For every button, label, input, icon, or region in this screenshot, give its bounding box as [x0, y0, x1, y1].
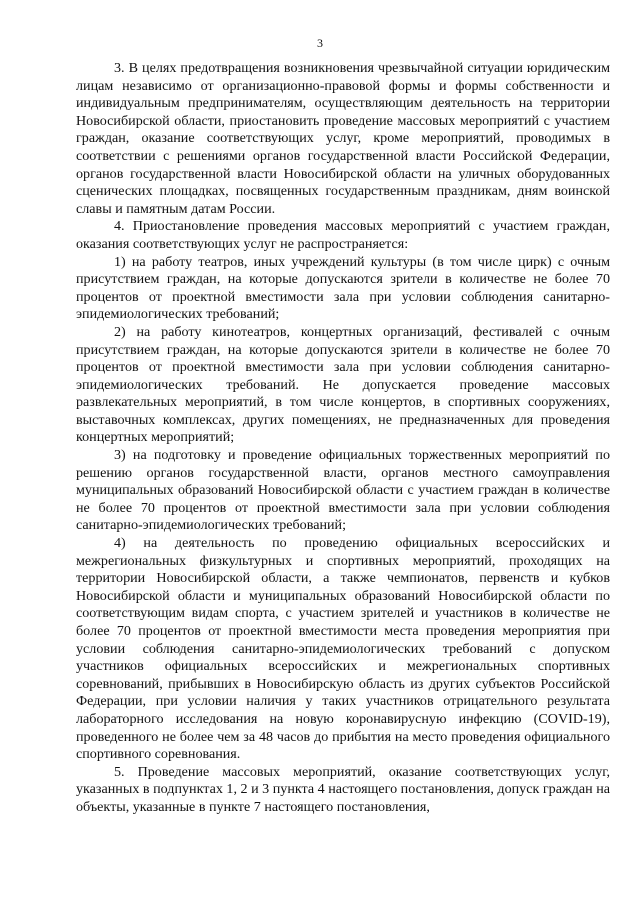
subparagraph-4-1: 1) на работу театров, иных учреждений культуры (в том числе цирк) с очным присутствием граждан, на которые допускаются зрители в количестве не более 70 процентов от проектной вместимости зала при условии соблюдения санитарно-эпидемиологических требований;: [76, 253, 610, 323]
subparagraph-4-3: 3) на подготовку и проведение официальных торжественных мероприятий по решению органов государственной власти, органов местного самоуправления муниципальных образований Новосибирской области с участием граждан в количестве не более 70 процентов от проектной вместимости зала при условии соблюдения санитарно-эпидемиологических требований;: [76, 447, 610, 534]
document-body: [76, 60, 610, 817]
paragraph-3: 3. В целях предотвращения возникновения чрезвычайной ситуации юридическим лицам независимо от организационно-правовой формы и формы собственности и индивидуальным предпринимателям, осуществляющим деятельность на территории Новосибирской области, приостановить проведение массовых мероприятий с участием граждан, оказание соответствующих услуг, кроме мероприятий, проводимых в соответствии с решениями органов государственной власти Российской Федерации, органов государственной власти Новосибирской области на уличных оборудованных сценических площадках, посвященных государственным праздникам, дням воинской славы и памятным датам России.: [76, 60, 610, 217]
subparagraph-4-4: 4) на деятельность по проведению официальных всероссийских и межрегиональных физкультурных и спортивных мероприятий, проходящих на территории Новосибирской области, а также чемпионатов, первенств и кубков Новосибирской области и муниципальных образований Новосибирской области по соответствующим видам спорта, с участием зрителей и участников в количестве не более 70 процентов от проектной вместимости места проведения мероприятия при условии соблюдения санитарно-эпидемиологических требований с допуском участников официальных всероссийских и межрегиональных спортивных соревнований, прибывших в Новосибирскую область из других субъектов Российской Федерации, при условии наличия у таких участников отрицательного результата лабораторного исследования на новую коронавирусную инфекцию (COVID-19), проведенного не более чем за 48 часов до прибытия на место проведения официального спортивного соревнования.: [76, 535, 610, 763]
page-number: 3: [317, 36, 323, 50]
paragraph-5: 5. Проведение массовых мероприятий, оказание соответствующих услуг, указанных в подпунктах 1, 2 и 3 пункта 4 настоящего постановления, допуск граждан на объекты, указанные в пункте 7 настоящего постановления,: [76, 763, 610, 815]
subparagraph-4-2: 2) на работу кинотеатров, концертных организаций, фестивалей с очным присутствием граждан, на которые допускаются зрители в количестве не более 70 процентов от проектной вместимости зала при условии соблюдения санитарно-эпидемиологических требований. Не допускается проведение массовых развлекательных мероприятий, в том числе концертов, в спортивных сооружениях, выставочных комплексах, других помещениях, не предназначенных для проведения концертных мероприятий;: [76, 323, 610, 446]
paragraph-4: 4. Приостановление проведения массовых мероприятий с участием граждан, оказания соответствующих услуг не распространяется:: [76, 218, 610, 252]
